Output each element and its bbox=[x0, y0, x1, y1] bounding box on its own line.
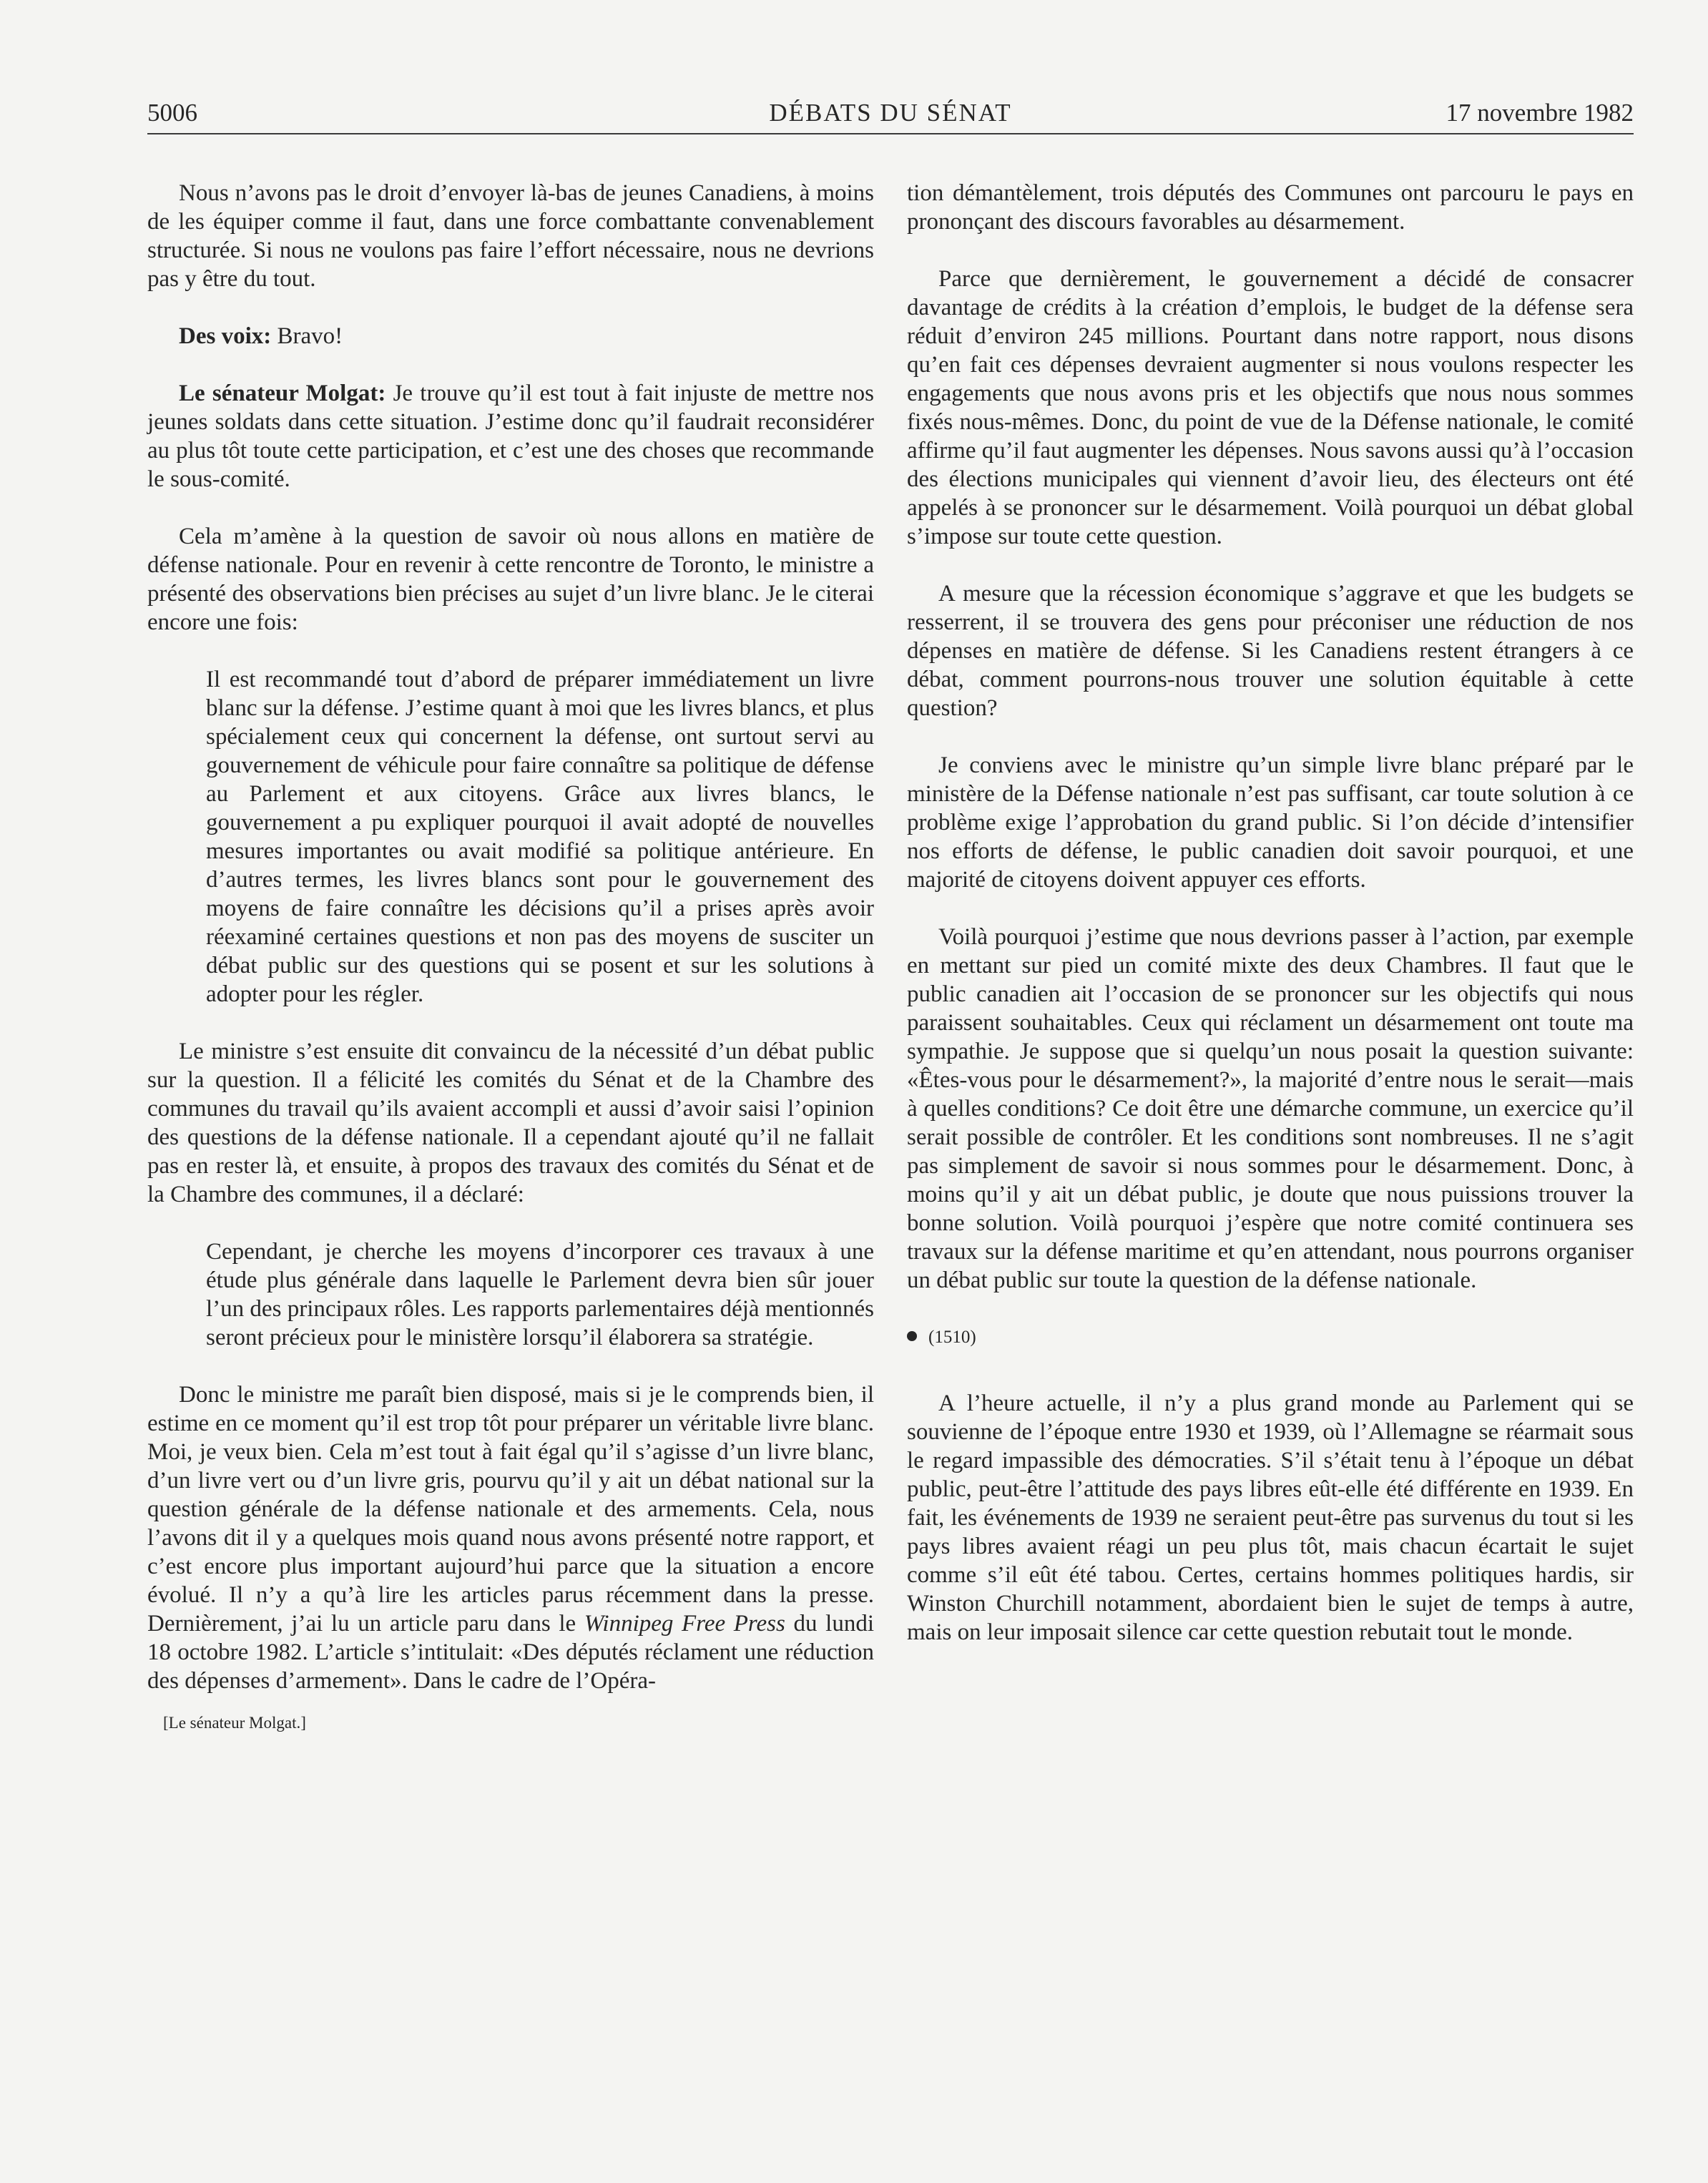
page-number: 5006 bbox=[147, 99, 197, 127]
time-marker-text: (1510) bbox=[928, 1328, 976, 1347]
speaker-footnote: [Le sénateur Molgat.] bbox=[163, 1714, 306, 1732]
speech-text: Bravo! bbox=[271, 323, 343, 349]
speaker-name: Le sénateur Molgat: bbox=[179, 381, 386, 406]
header-date: 17 novembre 1982 bbox=[1446, 99, 1634, 127]
block-quote: Cependant, je cherche les moyens d’incorporer ces travaux à une étude plus générale dans laquelle le Parlement devra bien sûr jouer l’un des principaux rôles. Les rapports parlementaires déjà mentionnés seront précieux pour le ministère lorsqu’il élaborera sa stratégie. bbox=[206, 1239, 874, 1350]
paragraph bbox=[147, 1380, 874, 1695]
paragraph bbox=[147, 379, 874, 494]
paragraph: tion démantèlement, trois députés des Communes ont parcouru le pays en prononçant des discours favorables au désarmement. bbox=[907, 180, 1634, 235]
newspaper-title: Winnipeg Free Press bbox=[584, 1611, 785, 1637]
paragraph: Le ministre s’est ensuite dit convaincu de la nécessité d’un débat public sur la question. Il a félicité les comités du Sénat et de la Chambre des communes du travail qu’ils avaient accompli et aussi d’avoir saisi l’opinion des questions de la défense nationale. Il a cependant ajouté qu’il ne fallait pas en rester là, et ensuite, à propos des travaux des comités du Sénat et de la Chambre des communes, il a déclaré: bbox=[147, 1039, 874, 1207]
paragraph: A mesure que la récession économique s’aggrave et que les budgets se resserrent, il se trouvera des gens pour préconiser une réduction de nos dépenses en matière de défense. Si les Canadiens restent étrangers à ce débat, comment pourrons-nous trouver une solution équitable à cette question? bbox=[907, 581, 1634, 721]
running-header bbox=[147, 93, 1634, 134]
paragraph: Nous n’avons pas le droit d’envoyer là-bas de jeunes Canadiens, à moins de les équiper comme il faut, dans une force combattante convenablement structurée. Si nous ne voulons pas faire l’effort nécessaire, nous ne devrions pas y être du tout. bbox=[147, 180, 874, 292]
speaker-name: Des voix: bbox=[179, 323, 272, 349]
right-column bbox=[907, 179, 1634, 1675]
paragraph: Cela m’amène à la question de savoir où nous allons en matière de défense nationale. Pour en revenir à cette rencontre de Toronto, le ministre a présenté des observations bien précises au sujet d’un livre blanc. Je le citerai encore une fois: bbox=[147, 524, 874, 635]
paragraph: Voilà pourquoi j’estime que nous devrions passer à l’action, par exemple en mettant sur pied un comité mixte des deux Chambres. Il faut que le public canadien ait l’occasion de se prononcer sur les objectifs qui nous paraissent souhaitables. Ceux qui réclament un désarmement ont toute ma sympathie. Je suppose que si quelqu’un nous posait la question suivante: «Êtes-vous pour le désarmement?», la majorité d’entre nous le serait—mais à quelles conditions? Ce doit être une démarche commune, un exercice qu’il serait possible de contrôler. Et les conditions sont nombreuses. Il ne s’agit pas simplement de savoir si nous sommes pour le désarmement. Donc, à moins qu’il y ait un débat public, je doute que nous puissions trouver la bonne solution. Voilà pourquoi j’espère que notre comité continuera ses travaux sur la défense maritime et qu’en attendant, nous pourrons organiser un débat public sur toute la question de la défense nationale. bbox=[907, 924, 1634, 1293]
bullet-icon bbox=[907, 1331, 917, 1341]
paragraph: A l’heure actuelle, il n’y a plus grand monde au Parlement qui se souvienne de l’époque entre 1930 et 1939, où l’Allemagne se réarmait sous le regard impassible des démocraties. S’il s’était tenu à l’époque un débat public, peut-être l’attitude des pays libres eût-elle été différente en 1939. En fait, les événements de 1939 ne seraient peut-être pas survenus du tout si les pays libres avaient réagi un peu plus tôt, mais chacun écartait le sujet comme s’il eût été tabou. Certes, certains hommes politiques hardis, sir Winston Churchill notamment, abordaient bien le sujet de temps à autre, mais on leur imposait silence car cette question rebutait tout le monde. bbox=[907, 1390, 1634, 1645]
left-column bbox=[147, 179, 874, 1734]
paragraph: Je conviens avec le ministre qu’un simple livre blanc préparé par le ministère de la Défense nationale n’est pas suffisant, car toute solution à ce problème exige l’approbation du grand public. Si l’on décide d’intensifier nos efforts de défense, le public canadien doit savoir pourquoi, et une majorité de citoyens doivent appuyer ces efforts. bbox=[907, 752, 1634, 893]
speech-text: du lundi 18 octobre 1982. L’article s’intitulait: «Des députés réclament une réduction des dépenses d’armement». Dans le cadre de l’Opéra- bbox=[147, 1611, 874, 1694]
block-quote: Il est recommandé tout d’abord de préparer immédiatement un livre blanc sur la défense. J’estime quant à moi que les livres blancs, et plus spécialement ceux qui concernent la défense, ont surtout servi au gouvernement de véhicule pour faire connaître sa politique de défense au Parlement et aux citoyens. Grâce aux livres blancs, le gouvernement a pu expliquer pourquoi il avait adopté de nouvelles mesures importantes ou avait modifié sa politique antérieure. En d’autres termes, les livres blancs sont pour le gouvernement des moyens de faire connaître les décisions qu’il a prises après avoir réexaminé certaines questions et non pas des moyens de susciter un débat public sur des questions qui se posent et sur les solutions à adopter pour les régler. bbox=[206, 667, 874, 1007]
speech-text: Je trouve qu’il est tout à fait injuste de mettre nos jeunes soldats dans cette situation. J’estime donc qu’il faudrait reconsidérer au plus tôt toute cette participation, et c’est une des choses que recommande le sous-comité. bbox=[147, 381, 874, 492]
time-marker bbox=[907, 1323, 1634, 1352]
paragraph bbox=[147, 322, 874, 350]
speech-text: Donc le ministre me paraît bien disposé, mais si je le comprends bien, il estime en ce moment qu’il est trop tôt pour préparer un véritable livre blanc. Moi, je veux bien. Cela m’est tout à fait égal qu’il s’agisse d’un livre blanc, d’un livre vert ou d’un livre gris, pourvu qu’il y ait un débat national sur la question générale de la défense nationale et des armements. Cela, nous l’avons dit il y a quelques mois quand nous avons présenté notre rapport, et c’est encore plus important aujourd’hui parce que la situation a encore évolué. Il n’y a qu’à lire les articles parus récemment dans la presse. Dernièrement, j’ai lu un article paru dans le bbox=[147, 1382, 874, 1637]
paragraph: Parce que dernièrement, le gouvernement a décidé de consacrer davantage de crédits à la création d’emplois, le budget de la défense sera réduit d’environ 245 millions. Pourtant dans notre rapport, nous disons qu’en fait ces dépenses devraient augmenter si nous voulons respecter les engagements que nous avons pris et les objectifs que nous nous sommes fixés nous-mêmes. Donc, du point de vue de la Défense nationale, le comité affirme qu’il faut augmenter les dépenses. Nous savons aussi qu’à l’occasion des élections municipales qui viennent d’avoir lieu, des électeurs ont été appelés à se prononcer sur le désarmement. Voilà pourquoi un débat global s’impose sur toute cette question. bbox=[907, 266, 1634, 549]
publication-title: DÉBATS DU SÉNAT bbox=[769, 99, 1012, 127]
